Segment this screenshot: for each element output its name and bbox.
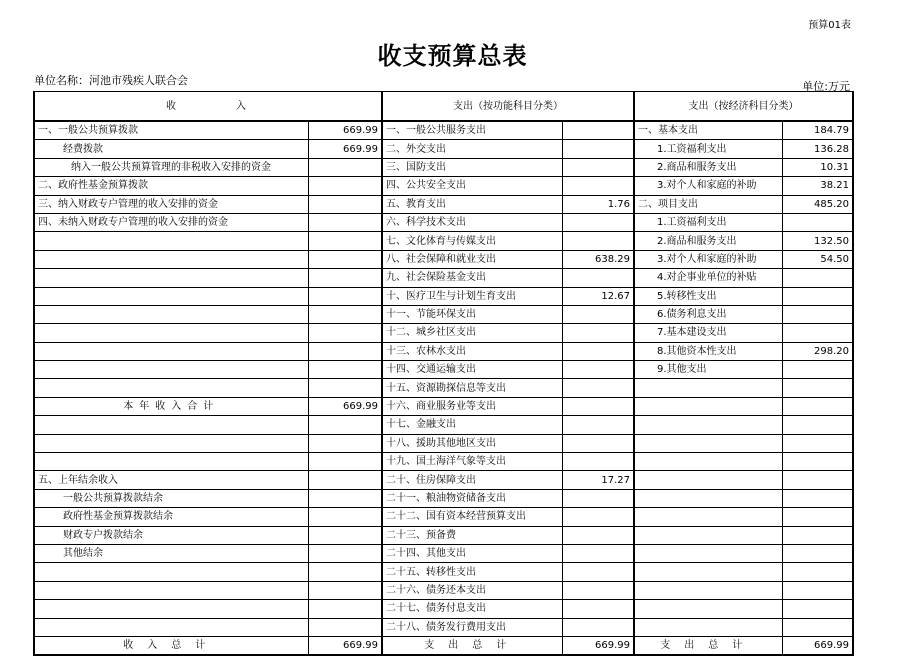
func-item: 六、科学技术支出 xyxy=(382,213,562,231)
econ-amount xyxy=(782,416,853,434)
func-total-label: 支出总计 xyxy=(382,636,562,655)
econ-item xyxy=(634,581,782,599)
func-amount xyxy=(562,232,634,250)
econ-item xyxy=(634,600,782,618)
unit-name: 单位名称：河池市残疾人联合会 xyxy=(34,74,188,87)
func-amount xyxy=(562,489,634,507)
table-row xyxy=(34,471,853,489)
header-func: 支出（按功能科目分类） xyxy=(382,92,634,122)
income-amount xyxy=(308,250,382,268)
econ-amount xyxy=(782,453,853,471)
econ-item xyxy=(634,471,782,489)
func-amount: 638.29 xyxy=(562,250,634,268)
econ-item xyxy=(634,397,782,415)
income-amount xyxy=(308,213,382,231)
func-item: 二十二、国有资本经营预算支出 xyxy=(382,508,562,526)
income-item: 一般公共预算拨款结余 xyxy=(34,489,308,507)
income-item: 五、上年结余收入 xyxy=(34,471,308,489)
income-total-value: 669.99 xyxy=(308,636,382,655)
func-item: 五、教育支出 xyxy=(382,195,562,213)
totals-row xyxy=(34,636,853,655)
income-item: 财政专户拨款结余 xyxy=(34,526,308,544)
func-item: 十二、城乡社区支出 xyxy=(382,324,562,342)
func-item: 二十三、预备费 xyxy=(382,526,562,544)
func-item: 十七、金融支出 xyxy=(382,416,562,434)
econ-amount: 184.79 xyxy=(782,121,853,140)
income-item: 四、未纳入财政专户管理的收入安排的资金 xyxy=(34,213,308,231)
func-amount xyxy=(562,397,634,415)
func-item: 十一、节能环保支出 xyxy=(382,305,562,323)
econ-amount xyxy=(782,508,853,526)
func-item: 二、外交支出 xyxy=(382,140,562,158)
income-item xyxy=(34,269,308,287)
income-item: 经费拨款 xyxy=(34,140,308,158)
econ-amount xyxy=(782,600,853,618)
econ-amount: 10.31 xyxy=(782,158,853,176)
econ-amount xyxy=(782,544,853,562)
table-row xyxy=(34,526,853,544)
income-amount xyxy=(308,324,382,342)
table-row xyxy=(34,195,853,213)
func-amount xyxy=(562,544,634,562)
econ-amount xyxy=(782,563,853,581)
income-amount xyxy=(308,471,382,489)
econ-item: 1.工资福利支出 xyxy=(634,140,782,158)
econ-item xyxy=(634,563,782,581)
func-item: 二十一、粮油物资储备支出 xyxy=(382,489,562,507)
func-amount xyxy=(562,269,634,287)
income-item: 一、一般公共预算拨款 xyxy=(34,121,308,140)
table-row xyxy=(34,158,853,176)
econ-amount xyxy=(782,305,853,323)
econ-amount xyxy=(782,287,853,305)
func-item: 二十八、债务发行费用支出 xyxy=(382,618,562,636)
form-code: 预算01表 xyxy=(808,20,851,31)
econ-amount xyxy=(782,526,853,544)
econ-amount xyxy=(782,471,853,489)
income-item xyxy=(34,324,308,342)
econ-item: 3.对个人和家庭的补助 xyxy=(634,177,782,195)
income-amount xyxy=(308,563,382,581)
func-amount xyxy=(562,563,634,581)
func-item: 十、医疗卫生与计划生育支出 xyxy=(382,287,562,305)
func-item: 十八、援助其他地区支出 xyxy=(382,434,562,452)
func-item: 十五、资源勘探信息等支出 xyxy=(382,379,562,397)
income-amount xyxy=(308,305,382,323)
income-amount xyxy=(308,453,382,471)
econ-amount xyxy=(782,489,853,507)
table-row xyxy=(34,581,853,599)
func-amount xyxy=(562,140,634,158)
table-row xyxy=(34,305,853,323)
econ-item xyxy=(634,526,782,544)
income-amount xyxy=(308,361,382,379)
income-item xyxy=(34,232,308,250)
income-amount xyxy=(308,342,382,360)
econ-amount: 38.21 xyxy=(782,177,853,195)
table-row xyxy=(34,250,853,268)
econ-item xyxy=(634,379,782,397)
econ-item: 1.工资福利支出 xyxy=(634,213,782,231)
func-item: 二十七、债务付息支出 xyxy=(382,600,562,618)
table-header xyxy=(34,92,853,122)
income-amount xyxy=(308,600,382,618)
econ-item: 二、项目支出 xyxy=(634,195,782,213)
table-row xyxy=(34,563,853,581)
income-amount xyxy=(308,618,382,636)
table-row xyxy=(34,140,853,158)
econ-item xyxy=(634,508,782,526)
income-amount xyxy=(308,269,382,287)
table-row xyxy=(34,379,853,397)
func-amount xyxy=(562,618,634,636)
table-row xyxy=(34,287,853,305)
econ-amount xyxy=(782,361,853,379)
income-amount xyxy=(308,287,382,305)
econ-amount: 54.50 xyxy=(782,250,853,268)
func-amount: 12.67 xyxy=(562,287,634,305)
func-amount: 1.76 xyxy=(562,195,634,213)
table-row xyxy=(34,232,853,250)
income-item: 政府性基金预算拨款结余 xyxy=(34,508,308,526)
income-item xyxy=(34,361,308,379)
econ-item: 5.转移性支出 xyxy=(634,287,782,305)
func-amount xyxy=(562,177,634,195)
econ-amount xyxy=(782,581,853,599)
func-item: 十三、农林水支出 xyxy=(382,342,562,360)
income-item xyxy=(34,250,308,268)
econ-amount: 132.50 xyxy=(782,232,853,250)
func-item: 二十五、转移性支出 xyxy=(382,563,562,581)
econ-item xyxy=(634,489,782,507)
table-row xyxy=(34,434,853,452)
func-item: 三、国防支出 xyxy=(382,158,562,176)
income-item xyxy=(34,287,308,305)
income-amount: 669.99 xyxy=(308,140,382,158)
econ-item: 2.商品和服务支出 xyxy=(634,158,782,176)
income-item xyxy=(34,416,308,434)
econ-amount: 136.28 xyxy=(782,140,853,158)
table-row xyxy=(34,342,853,360)
income-item: 其他结余 xyxy=(34,544,308,562)
econ-amount: 298.20 xyxy=(782,342,853,360)
income-amount xyxy=(308,544,382,562)
func-amount xyxy=(562,342,634,360)
income-amount xyxy=(308,195,382,213)
func-amount xyxy=(562,213,634,231)
func-amount xyxy=(562,581,634,599)
income-amount xyxy=(308,489,382,507)
table-row xyxy=(34,324,853,342)
econ-amount xyxy=(782,618,853,636)
econ-item xyxy=(634,618,782,636)
func-amount xyxy=(562,121,634,140)
income-item xyxy=(34,379,308,397)
income-amount xyxy=(308,526,382,544)
income-amount xyxy=(308,379,382,397)
econ-amount xyxy=(782,397,853,415)
income-amount xyxy=(308,581,382,599)
income-item: 二、政府性基金预算拨款 xyxy=(34,177,308,195)
income-item xyxy=(34,581,308,599)
table-row xyxy=(34,508,853,526)
func-item: 二十四、其他支出 xyxy=(382,544,562,562)
table-row xyxy=(34,121,853,140)
func-item: 十四、交通运输支出 xyxy=(382,361,562,379)
currency-unit: 单位:万元 xyxy=(802,80,850,93)
func-amount xyxy=(562,600,634,618)
table-row xyxy=(34,416,853,434)
econ-item: 4.对企事业单位的补贴 xyxy=(634,269,782,287)
table-row xyxy=(34,453,853,471)
econ-amount xyxy=(782,379,853,397)
econ-item: 6.债务利息支出 xyxy=(634,305,782,323)
table-row xyxy=(34,269,853,287)
econ-item: 2.商品和服务支出 xyxy=(634,232,782,250)
econ-amount xyxy=(782,324,853,342)
func-item: 八、社会保障和就业支出 xyxy=(382,250,562,268)
income-amount xyxy=(308,232,382,250)
econ-item: 3.对个人和家庭的补助 xyxy=(634,250,782,268)
table-row xyxy=(34,213,853,231)
func-amount xyxy=(562,158,634,176)
func-item: 四、公共安全支出 xyxy=(382,177,562,195)
econ-item xyxy=(634,434,782,452)
econ-item: 一、基本支出 xyxy=(634,121,782,140)
income-total-label: 收入总计 xyxy=(34,636,308,655)
income-amount: 669.99 xyxy=(308,121,382,140)
income-item xyxy=(34,305,308,323)
income-item xyxy=(34,453,308,471)
table-row xyxy=(34,361,853,379)
income-amount xyxy=(308,177,382,195)
table-body xyxy=(34,121,853,655)
func-amount xyxy=(562,324,634,342)
func-item: 十九、国土海洋气象等支出 xyxy=(382,453,562,471)
econ-amount: 485.20 xyxy=(782,195,853,213)
func-amount xyxy=(562,305,634,323)
econ-item: 8.其他资本性支出 xyxy=(634,342,782,360)
income-amount xyxy=(308,416,382,434)
econ-item xyxy=(634,544,782,562)
table-row xyxy=(34,489,853,507)
budget-table xyxy=(33,91,854,656)
table-row xyxy=(34,600,853,618)
econ-item xyxy=(634,416,782,434)
econ-item: 7.基本建设支出 xyxy=(634,324,782,342)
econ-amount xyxy=(782,213,853,231)
econ-amount xyxy=(782,269,853,287)
income-amount xyxy=(308,434,382,452)
func-total-value: 669.99 xyxy=(562,636,634,655)
page-title: 收支预算总表 xyxy=(377,41,528,70)
func-amount xyxy=(562,526,634,544)
func-item: 十六、商业服务业等支出 xyxy=(382,397,562,415)
header-econ: 支出（按经济科目分类） xyxy=(634,92,853,122)
econ-item xyxy=(634,453,782,471)
func-amount xyxy=(562,379,634,397)
econ-item: 9.其他支出 xyxy=(634,361,782,379)
income-item: 纳入一般公共预算管理的非税收入安排的资金 xyxy=(34,158,308,176)
func-item: 九、社会保险基金支出 xyxy=(382,269,562,287)
func-amount xyxy=(562,508,634,526)
income-item xyxy=(34,434,308,452)
table-row xyxy=(34,618,853,636)
income-amount xyxy=(308,158,382,176)
income-item xyxy=(34,618,308,636)
header-income: 收 入 xyxy=(34,92,382,122)
econ-amount xyxy=(782,434,853,452)
func-amount xyxy=(562,434,634,452)
func-item: 七、文化体育与传媒支出 xyxy=(382,232,562,250)
income-amount: 669.99 xyxy=(308,397,382,415)
func-amount: 17.27 xyxy=(562,471,634,489)
func-amount xyxy=(562,361,634,379)
table-row xyxy=(34,544,853,562)
func-amount xyxy=(562,416,634,434)
income-item xyxy=(34,342,308,360)
income-item xyxy=(34,563,308,581)
econ-total-label: 支出总计 xyxy=(634,636,782,655)
table-row xyxy=(34,177,853,195)
income-amount xyxy=(308,508,382,526)
func-item: 二十、住房保障支出 xyxy=(382,471,562,489)
func-amount xyxy=(562,453,634,471)
table-row xyxy=(34,397,853,415)
income-item: 本年收入合计 xyxy=(34,397,308,415)
income-item: 三、纳入财政专户管理的收入安排的资金 xyxy=(34,195,308,213)
func-item: 一、一般公共服务支出 xyxy=(382,121,562,140)
econ-total-value: 669.99 xyxy=(782,636,853,655)
func-item: 二十六、债务还本支出 xyxy=(382,581,562,599)
income-item xyxy=(34,600,308,618)
